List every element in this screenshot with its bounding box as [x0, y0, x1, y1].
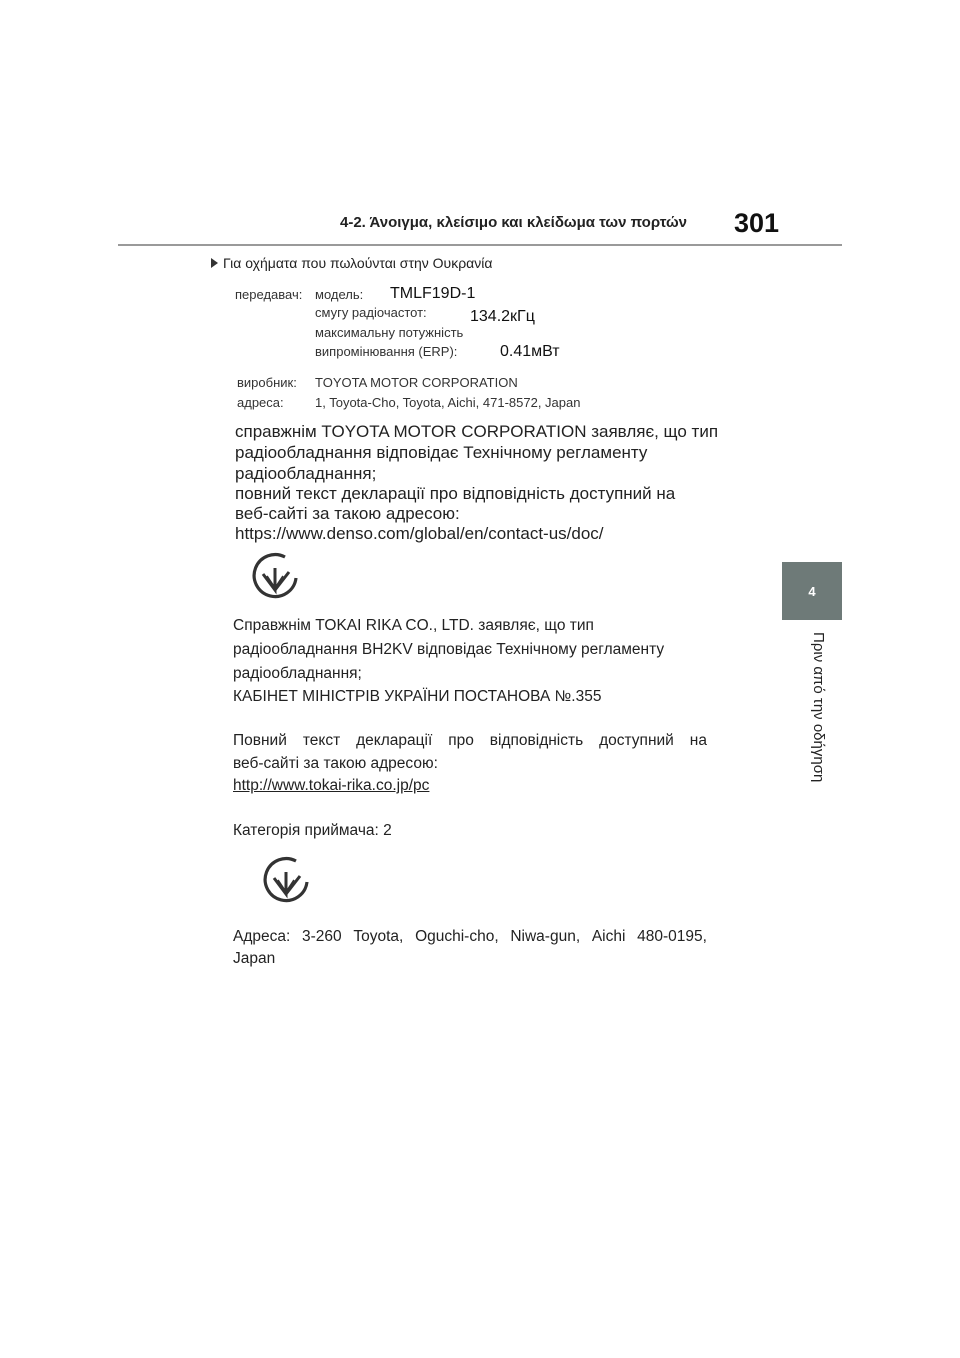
word: 480-0195, — [637, 928, 707, 945]
full-text-line-2: веб-сайті за такою адресою: — [233, 755, 438, 772]
denso-declaration-line: веб-сайті за такою адресою: — [235, 504, 460, 523]
section-title: 4-2. Άνοιγμα, κλείσιμο και κλείδωμα των πορτών — [340, 214, 687, 231]
word: Aichi — [591, 928, 626, 945]
header-divider — [118, 244, 842, 246]
manufacturer-value: TOYOTA MOTOR CORPORATION — [315, 375, 518, 390]
chapter-label: Πριν από την οδήγηση — [810, 632, 827, 783]
word: на — [689, 732, 707, 749]
tokai-declaration-line: КАБІНЕТ МІНІСТРІВ УКРАЇНИ ПОСТАНОВА №.355 — [233, 688, 602, 705]
word: Адреса: — [233, 928, 291, 945]
denso-declaration-line: радіообладнання відповідає Технічному регламенту — [235, 443, 648, 462]
tokai-rika-link[interactable]: http://www.tokai-rika.co.jp/pc — [233, 777, 430, 794]
denso-declaration-line: радіообладнання; — [235, 464, 377, 483]
power-label-1: максимальну потужність — [315, 325, 464, 340]
tokai-declaration-line: радіообладнання BH2KV відповідає Технічному регламенту — [233, 641, 665, 658]
tokai-address-line — [233, 924, 707, 949]
word: 3-260 — [302, 928, 342, 945]
page-number: 301 — [734, 208, 780, 238]
word: Oguchi-cho, — [415, 928, 499, 945]
address-label: адреса: — [237, 395, 284, 410]
receiver-category: Категорія приймача: 2 — [233, 822, 392, 839]
manufacturer-label: виробник: — [237, 375, 297, 390]
tokai-address-line-2: Japan — [233, 950, 276, 967]
word: про — [448, 732, 474, 749]
power-label-2: випромінювання (ERP): — [315, 344, 458, 359]
triangle-bullet-icon — [211, 258, 218, 268]
denso-declaration-line: повний текст декларації про відповідність доступний на — [235, 484, 676, 503]
tokai-declaration-line: радіообладнання; — [233, 665, 362, 682]
word: Toyota, — [353, 928, 404, 945]
subsection-title — [211, 255, 492, 271]
model-label: модель: — [315, 287, 364, 302]
word: текст — [302, 732, 341, 749]
power-value: 0.41мВт — [500, 343, 560, 360]
subsection-title-text: Για οχήματα που πωλούνται στην Ουκρανία — [223, 255, 493, 271]
denso-declaration-url: https://www.denso.com/global/en/contact-us/doc/ — [235, 524, 604, 543]
ukrainian-conformity-mark-icon — [245, 548, 305, 608]
word: Niwa-gun, — [510, 928, 581, 945]
transmitter-label: передавач: — [235, 287, 303, 302]
word: Повний — [233, 732, 287, 749]
address-value: 1, Toyota-Cho, Toyota, Aichi, 471-8572, Japan — [315, 395, 581, 410]
chapter-tab: 4 — [782, 562, 842, 620]
full-text-line — [233, 728, 707, 753]
model-value: TMLF19D-1 — [390, 285, 476, 302]
band-label: смугу радіочастот: — [315, 305, 427, 320]
ukrainian-conformity-mark-icon — [256, 852, 316, 912]
word: доступний — [599, 732, 674, 749]
denso-declaration-line: справжнім TOYOTA MOTOR CORPORATION заявляє, що тип — [235, 422, 719, 441]
word: відповідність — [489, 732, 584, 749]
tokai-declaration-line: Справжнім TOKAI RIKA CO., LTD. заявляє, що тип — [233, 617, 594, 634]
word: декларації — [356, 732, 433, 749]
band-value: 134.2кГц — [470, 308, 535, 325]
